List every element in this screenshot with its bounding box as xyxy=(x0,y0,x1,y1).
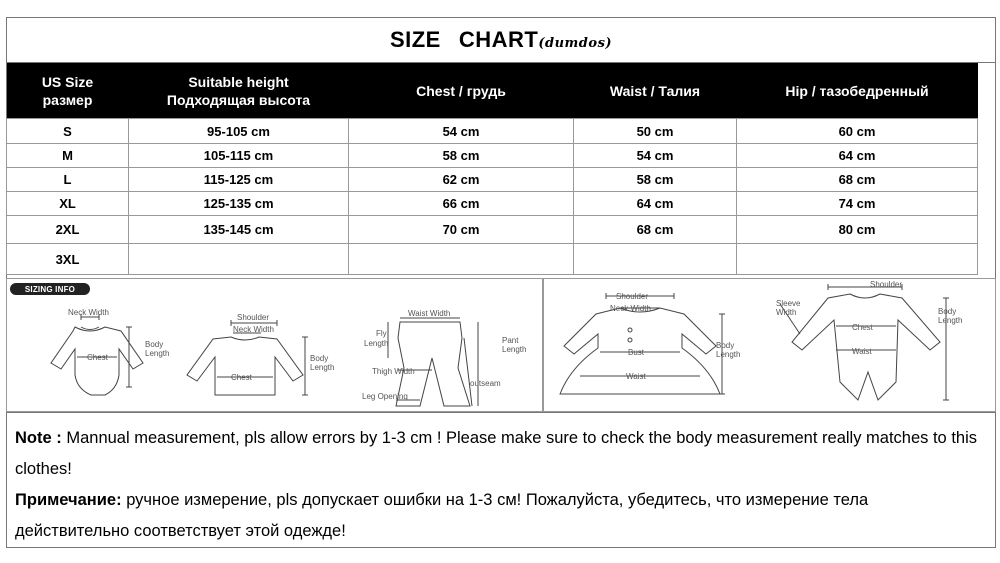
pants-pant-label: Pant xyxy=(502,336,519,345)
dress-illustration xyxy=(550,288,750,406)
title-row xyxy=(6,17,996,63)
romper-neck-label: Neck Width xyxy=(68,308,109,317)
cell-waist: 58 cm xyxy=(574,168,737,192)
table-row xyxy=(7,168,978,192)
jumpsuit-width-label: Width xyxy=(776,308,797,317)
top-chest-label: Chest xyxy=(231,373,252,382)
cell-chest: 66 cm xyxy=(349,192,574,216)
header-us-size: US Size размер xyxy=(7,63,129,119)
cell-size: 2XL xyxy=(7,216,129,244)
top-body-label: Body xyxy=(310,354,329,363)
table-header-row xyxy=(7,63,978,119)
sizing-info-badge: SIZING INFO xyxy=(10,283,90,295)
cell-waist: 50 cm xyxy=(574,119,737,144)
note-russian-text: ручное измерение, pls допускает ошибки на 1-3 см! Пожалуйста, убедитесь, что измерение тела действительно соответствует этой одежде! xyxy=(15,491,869,540)
jumpsuit-length-label: Length xyxy=(938,316,963,325)
jumpsuit-chest-label: Chest xyxy=(852,323,873,332)
header-hip: Hip / тазобедренный xyxy=(737,63,978,119)
page-title xyxy=(390,27,612,53)
cell-chest: 54 cm xyxy=(349,119,574,144)
brand-name: (dumdos) xyxy=(538,35,613,51)
jumpsuit-illustration xyxy=(770,282,975,404)
cell-hip: 74 cm xyxy=(737,192,978,216)
pants-leg-label: Leg Opening xyxy=(362,392,408,401)
cell-hip xyxy=(737,244,978,275)
cell-height: 135-145 cm xyxy=(129,216,349,244)
table-row xyxy=(7,119,978,144)
size-table xyxy=(6,63,978,275)
dress-neck-label: Neck Width xyxy=(610,304,651,313)
dress-shoulder-label: Shoulder xyxy=(616,292,649,301)
romper-length-label: Length xyxy=(145,349,170,358)
note-english-text: Mannual measurement, pls allow errors by 1-3 cm ! Please make sure to check the body measurement really matches to this clothes! xyxy=(15,429,977,478)
table-row xyxy=(7,144,978,168)
header-chest: Chest / грудь xyxy=(349,63,574,119)
pants-waist-label: Waist Width xyxy=(408,309,451,318)
cell-size: 3XL xyxy=(7,244,129,275)
cell-height xyxy=(129,244,349,275)
cell-hip: 80 cm xyxy=(737,216,978,244)
note-russian xyxy=(15,485,987,547)
cell-size: L xyxy=(7,168,129,192)
romper-body-label: Body xyxy=(145,340,164,349)
pants-fly-length-label: Length xyxy=(364,339,389,348)
top-neck-label: Neck Width xyxy=(233,325,274,334)
top-length-label: Length xyxy=(310,363,335,372)
cell-height: 105-115 cm xyxy=(129,144,349,168)
cell-waist: 54 cm xyxy=(574,144,737,168)
cell-waist: 64 cm xyxy=(574,192,737,216)
dress-length-label: Length xyxy=(716,350,741,359)
cell-hip: 68 cm xyxy=(737,168,978,192)
romper-chest-label: Chest xyxy=(87,353,108,362)
cell-height: 115-125 cm xyxy=(129,168,349,192)
note-russian-label: Примечание: xyxy=(15,491,122,509)
jumpsuit-sleeve-label: Sleeve xyxy=(776,299,801,308)
cell-hip: 64 cm xyxy=(737,144,978,168)
header-height: Suitable height Подходящая высота xyxy=(129,63,349,119)
dress-body-label: Body xyxy=(716,341,735,350)
cell-chest xyxy=(349,244,574,275)
top-shoulder-label: Shoulder xyxy=(237,313,270,322)
cell-hip: 60 cm xyxy=(737,119,978,144)
note-english xyxy=(15,423,987,485)
pants-thigh-label: Thigh Width xyxy=(372,367,415,376)
jumpsuit-body-label: Body xyxy=(938,307,957,316)
romper-illustration xyxy=(25,305,185,405)
pants-outseam-label: outseam xyxy=(470,379,501,388)
pants-fly-label: Fly xyxy=(376,329,387,338)
cell-size: S xyxy=(7,119,129,144)
cell-waist xyxy=(574,244,737,275)
cell-size: M xyxy=(7,144,129,168)
top-illustration xyxy=(185,305,345,405)
title-size: SIZE xyxy=(389,26,441,52)
cell-chest: 62 cm xyxy=(349,168,574,192)
notes-section xyxy=(6,412,996,548)
cell-chest: 70 cm xyxy=(349,216,574,244)
pants-illustration xyxy=(360,308,535,408)
dress-waist-label: Waist xyxy=(626,372,646,381)
title-chart: CHART xyxy=(458,26,539,52)
table-row xyxy=(7,216,978,244)
jumpsuit-waist-label: Waist xyxy=(852,347,872,356)
cell-height: 95-105 cm xyxy=(129,119,349,144)
dress-bust-label: Bust xyxy=(628,348,645,357)
cell-waist: 68 cm xyxy=(574,216,737,244)
table-row xyxy=(7,192,978,216)
note-english-label: Note : xyxy=(15,429,62,447)
jumpsuit-shoulder-label: Shoulder xyxy=(870,280,903,289)
pants-pant-length-label: Length xyxy=(502,345,527,354)
header-waist: Waist / Талия xyxy=(574,63,737,119)
cell-height: 125-135 cm xyxy=(129,192,349,216)
cell-chest: 58 cm xyxy=(349,144,574,168)
table-row xyxy=(7,244,978,275)
cell-size: XL xyxy=(7,192,129,216)
